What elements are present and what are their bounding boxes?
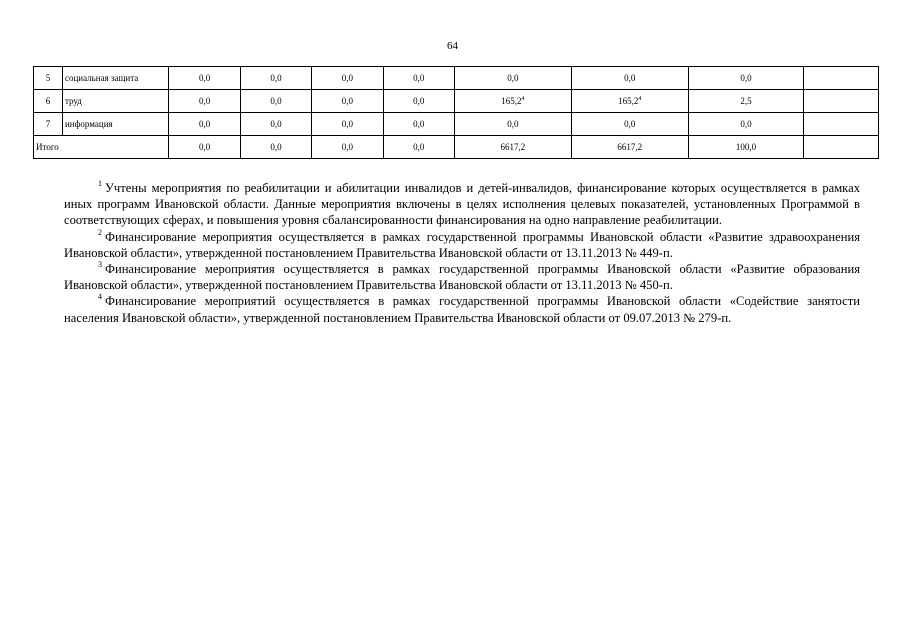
- table-cell: 0,0: [688, 113, 804, 136]
- cell-value: 165,2: [618, 96, 639, 106]
- table-cell: 0,0: [312, 113, 383, 136]
- table-cell: 0,0: [312, 136, 383, 159]
- table-cell: 0,0: [571, 67, 688, 90]
- row-number: 7: [34, 113, 63, 136]
- table-cell: 6617,2: [571, 136, 688, 159]
- row-name: труд: [62, 90, 169, 113]
- footnote-ref: 4: [521, 96, 525, 102]
- footnote-ref: 4: [638, 96, 642, 102]
- table-cell: [454, 90, 571, 113]
- table-cell: 0,0: [383, 90, 454, 113]
- table-cell: [571, 90, 688, 113]
- table-cell: [804, 90, 879, 113]
- table-cell: 0,0: [312, 67, 383, 90]
- footnote-mark: 2: [98, 227, 102, 237]
- table-cell: 0,0: [240, 136, 311, 159]
- cell-value: 165,2: [501, 96, 522, 106]
- table-cell: 0,0: [688, 67, 804, 90]
- footnote: [64, 180, 860, 229]
- row-number: 6: [34, 90, 63, 113]
- table-cell: 0,0: [240, 67, 311, 90]
- table-cell: 0,0: [169, 90, 240, 113]
- table-cell: 0,0: [383, 67, 454, 90]
- table-row: [34, 90, 879, 113]
- table-cell: 0,0: [240, 90, 311, 113]
- budget-table: [33, 66, 879, 159]
- row-number: 5: [34, 67, 63, 90]
- table-row: [34, 67, 879, 90]
- table-cell: [804, 136, 879, 159]
- footnote: [64, 293, 860, 325]
- row-name: социальная защита: [62, 67, 169, 90]
- footnote-mark: 1: [98, 179, 102, 188]
- table-cell: 2,5: [688, 90, 804, 113]
- total-label: Итого: [34, 136, 169, 159]
- table-cell: 0,0: [383, 136, 454, 159]
- footnote-text: Учтены мероприятия по реабилитации и абилитации инвалидов и детей-инвалидов, финансирование которых осуществляется в рамках иных программ Ивановской области. Данные мероприятия включены в целях исполнения целевых показателей, установленных Программой в соответствующих сферах, и повышения уровня сбалансированности финансирования на одно направление реабилитации.: [64, 181, 860, 228]
- footnote: [64, 261, 860, 293]
- table-cell: 0,0: [240, 113, 311, 136]
- table-cell: 6617,2: [454, 136, 571, 159]
- footnote-mark: 3: [98, 260, 102, 270]
- table-row: [34, 113, 879, 136]
- table-cell: 0,0: [169, 67, 240, 90]
- table-cell: 0,0: [312, 90, 383, 113]
- footnote-text: Финансирование мероприятий осуществляется в рамках государственной программы Ивановской области «Содействие занятости населения Ивановской области», утвержденной постановлением Правительства Ивановской области от 09.07.2013 № 279-п.: [64, 294, 860, 325]
- table-cell: 0,0: [571, 113, 688, 136]
- footnotes: [64, 180, 860, 326]
- footnote-text: Финансирование мероприятия осуществляется в рамках государственной программы Ивановской области «Развитие образования Ивановской области», утвержденной постановлением Правительства Ивановской области от 13.11.2013 № 450-п.: [64, 262, 860, 293]
- footnote-mark: 4: [98, 292, 102, 302]
- table-cell: [804, 113, 879, 136]
- table-cell: 100,0: [688, 136, 804, 159]
- table-cell: 0,0: [169, 113, 240, 136]
- row-name: информация: [62, 113, 169, 136]
- footnote-text: Финансирование мероприятия осуществляется в рамках государственной программы Ивановской области «Развитие здравоохранения Ивановской области», утвержденной постановлением Правительства Ивановской области от 13.11.2013 № 449-п.: [64, 229, 860, 260]
- page-number: 64: [447, 40, 458, 52]
- table-cell: [804, 67, 879, 90]
- table-cell: 0,0: [454, 67, 571, 90]
- table-cell: 0,0: [383, 113, 454, 136]
- table-cell: 0,0: [169, 136, 240, 159]
- footnote: [64, 229, 860, 261]
- table-total-row: [34, 136, 879, 159]
- table-cell: 0,0: [454, 113, 571, 136]
